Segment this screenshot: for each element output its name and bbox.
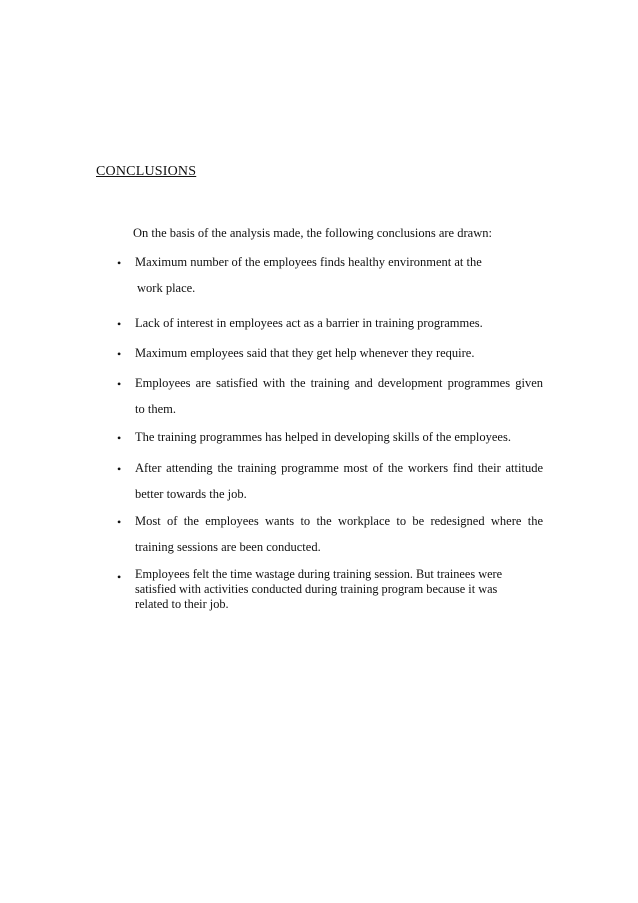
list-item-line: Maximum number of the employees finds healthy environment at the	[135, 255, 482, 269]
list-item-line: satisfied with activities conducted during training program because it was	[135, 582, 498, 596]
list-item-line: to them.	[135, 402, 176, 416]
list-item-line: work place.	[137, 281, 196, 295]
list-item	[135, 310, 543, 336]
list-item-line: better towards the job.	[135, 487, 247, 501]
list-item	[135, 508, 543, 560]
list-item	[135, 424, 543, 450]
list-item-line: Lack of interest in employees act as a barrier in training programmes.	[135, 316, 483, 330]
page-title: CONCLUSIONS	[96, 164, 197, 179]
list-item-line: Employees felt the time wastage during training session. But trainees were	[135, 567, 503, 581]
bullet-icon: •	[117, 462, 122, 476]
intro-paragraph: On the basis of the analysis made, the following conclusions are drawn:	[133, 226, 492, 240]
bullet-icon: •	[117, 347, 122, 361]
bullet-icon: •	[117, 515, 122, 529]
list-item	[135, 455, 543, 507]
list-item-line: training sessions are been conducted.	[135, 540, 321, 554]
list-item-line: After attending the training programme most of the workers find their attitude	[135, 461, 543, 475]
list-item-line: Employees are satisfied with the training and development programmes given	[135, 376, 543, 390]
list-item-line: related to their job.	[135, 597, 229, 611]
list-item-line: Maximum employees said that they get help whenever they require.	[135, 346, 475, 360]
list-item-line: Most of the employees wants to the workplace to be redesigned where the	[135, 514, 543, 528]
list-item-line: The training programmes has helped in developing skills of the employees.	[135, 430, 511, 444]
bullet-icon: •	[117, 377, 122, 391]
bullet-icon: •	[117, 570, 122, 584]
list-item	[135, 370, 543, 422]
bullet-icon: •	[117, 256, 122, 270]
bullet-icon: •	[117, 431, 122, 445]
bullet-icon: •	[117, 317, 122, 331]
list-item	[135, 249, 543, 301]
list-item	[135, 567, 543, 612]
list-item	[135, 340, 543, 366]
